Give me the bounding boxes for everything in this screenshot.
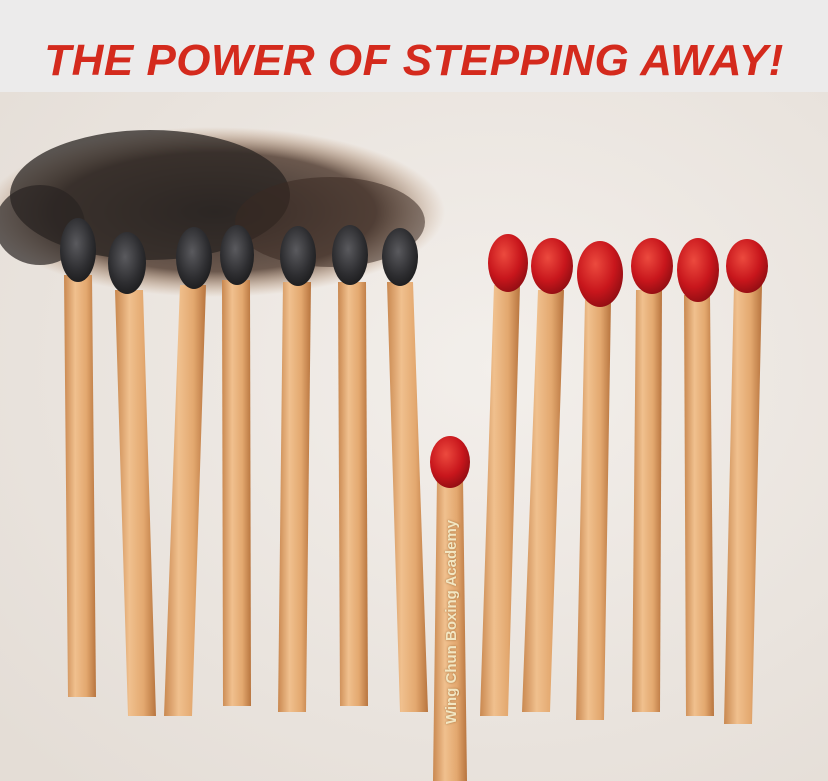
title-banner (0, 0, 828, 93)
watermark-text: Wing Chun Boxing Academy (443, 519, 460, 725)
matches-photo (0, 92, 828, 781)
burnt-match (220, 225, 254, 706)
page-title: THE POWER OF STEPPING AWAY! (44, 36, 784, 85)
